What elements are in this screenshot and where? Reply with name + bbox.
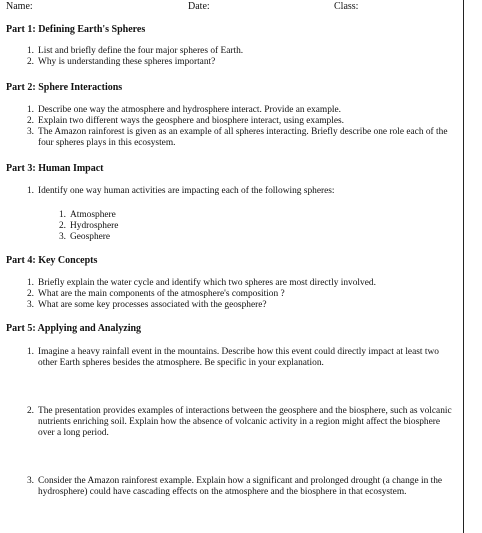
sphere-name: Atmosphere — [70, 210, 116, 220]
item-number: 1. — [26, 278, 34, 288]
item-number: 3. — [26, 127, 34, 137]
part5-question-3 — [22, 476, 458, 498]
question-text: List and briefly define the four major spheres of Earth. — [38, 46, 244, 56]
list-item — [22, 300, 458, 311]
part3-sphere-list — [54, 210, 354, 243]
question-text: Imagine a heavy rainfall event in the mountains. Describe how this event could directly impact at least two other Earth spheres besides the atmosphere. Be specific in your explanation. — [38, 347, 439, 368]
item-number: 2. — [58, 221, 66, 231]
part2-question-list — [22, 105, 458, 149]
list-item — [54, 221, 354, 232]
sphere-name: Hydrosphere — [70, 221, 119, 231]
list-item — [22, 278, 458, 289]
part3-question-list — [22, 186, 458, 197]
part5-title: Part 5: Applying and Analyzing — [6, 323, 142, 334]
item-number: 1. — [58, 210, 66, 220]
sphere-name: Geosphere — [70, 232, 111, 242]
item-number: 2. — [26, 406, 34, 416]
question-text: Why is understanding these spheres important? — [38, 57, 216, 67]
part2-title: Part 2: Sphere Interactions — [6, 82, 123, 93]
question-text: The Amazon rainforest is given as an example of all spheres interacting. Briefly describe one role each of the four spheres plays in this ecosystem. — [38, 127, 448, 148]
part1-title: Part 1: Defining Earth's Spheres — [6, 24, 146, 35]
item-number: 1. — [26, 347, 34, 357]
item-number: 3. — [26, 300, 34, 310]
part4-title: Part 4: Key Concepts — [6, 255, 98, 266]
list-item — [22, 116, 458, 127]
name-label: Name: — [6, 1, 33, 12]
list-item — [22, 347, 458, 369]
part1-question-list — [22, 46, 458, 68]
list-item — [22, 289, 458, 300]
part5-question-2 — [22, 406, 458, 439]
question-text: Identify one way human activities are impacting each of the following spheres: — [38, 186, 335, 196]
list-item — [22, 127, 458, 149]
list-item — [22, 105, 458, 116]
question-text: The presentation provides examples of interactions between the geosphere and the biosphere, such as volcanic nutrients enriching soil. Explain how the absence of volcanic activity in a region might affect the biosphere over a long period. — [38, 406, 452, 438]
list-item — [54, 210, 354, 221]
list-item — [22, 186, 458, 197]
date-label: Date: — [188, 1, 210, 12]
question-text: Describe one way the atmosphere and hydrosphere interact. Provide an example. — [38, 105, 342, 115]
question-text: What are some key processes associated with the geosphere? — [38, 300, 267, 310]
list-item — [54, 232, 354, 243]
list-item — [22, 46, 458, 57]
part3-title: Part 3: Human Impact — [6, 163, 104, 174]
item-number: 3. — [58, 232, 66, 242]
list-item — [22, 57, 458, 68]
list-item — [22, 406, 458, 439]
list-item — [22, 476, 458, 498]
part5-question-1 — [22, 347, 458, 369]
item-number: 1. — [26, 186, 34, 196]
item-number: 1. — [26, 105, 34, 115]
item-number: 1. — [26, 46, 34, 56]
worksheet-header — [6, 0, 456, 14]
item-number: 2. — [26, 57, 34, 67]
question-text: Briefly explain the water cycle and identify which two spheres are most directly involved. — [38, 278, 376, 288]
item-number: 3. — [26, 476, 34, 486]
item-number: 2. — [26, 289, 34, 299]
question-text: What are the main components of the atmosphere's composition ? — [38, 289, 285, 299]
question-text: Explain two different ways the geosphere and biosphere interact, using examples. — [38, 116, 344, 126]
part4-question-list — [22, 278, 458, 311]
question-text: Consider the Amazon rainforest example. Explain how a significant and prolonged drought (a change in the hydrosphere) could have cascading effects on the atmosphere and the biosphere in that ecosystem. — [38, 476, 443, 497]
class-label: Class: — [334, 1, 359, 12]
item-number: 2. — [26, 116, 34, 126]
